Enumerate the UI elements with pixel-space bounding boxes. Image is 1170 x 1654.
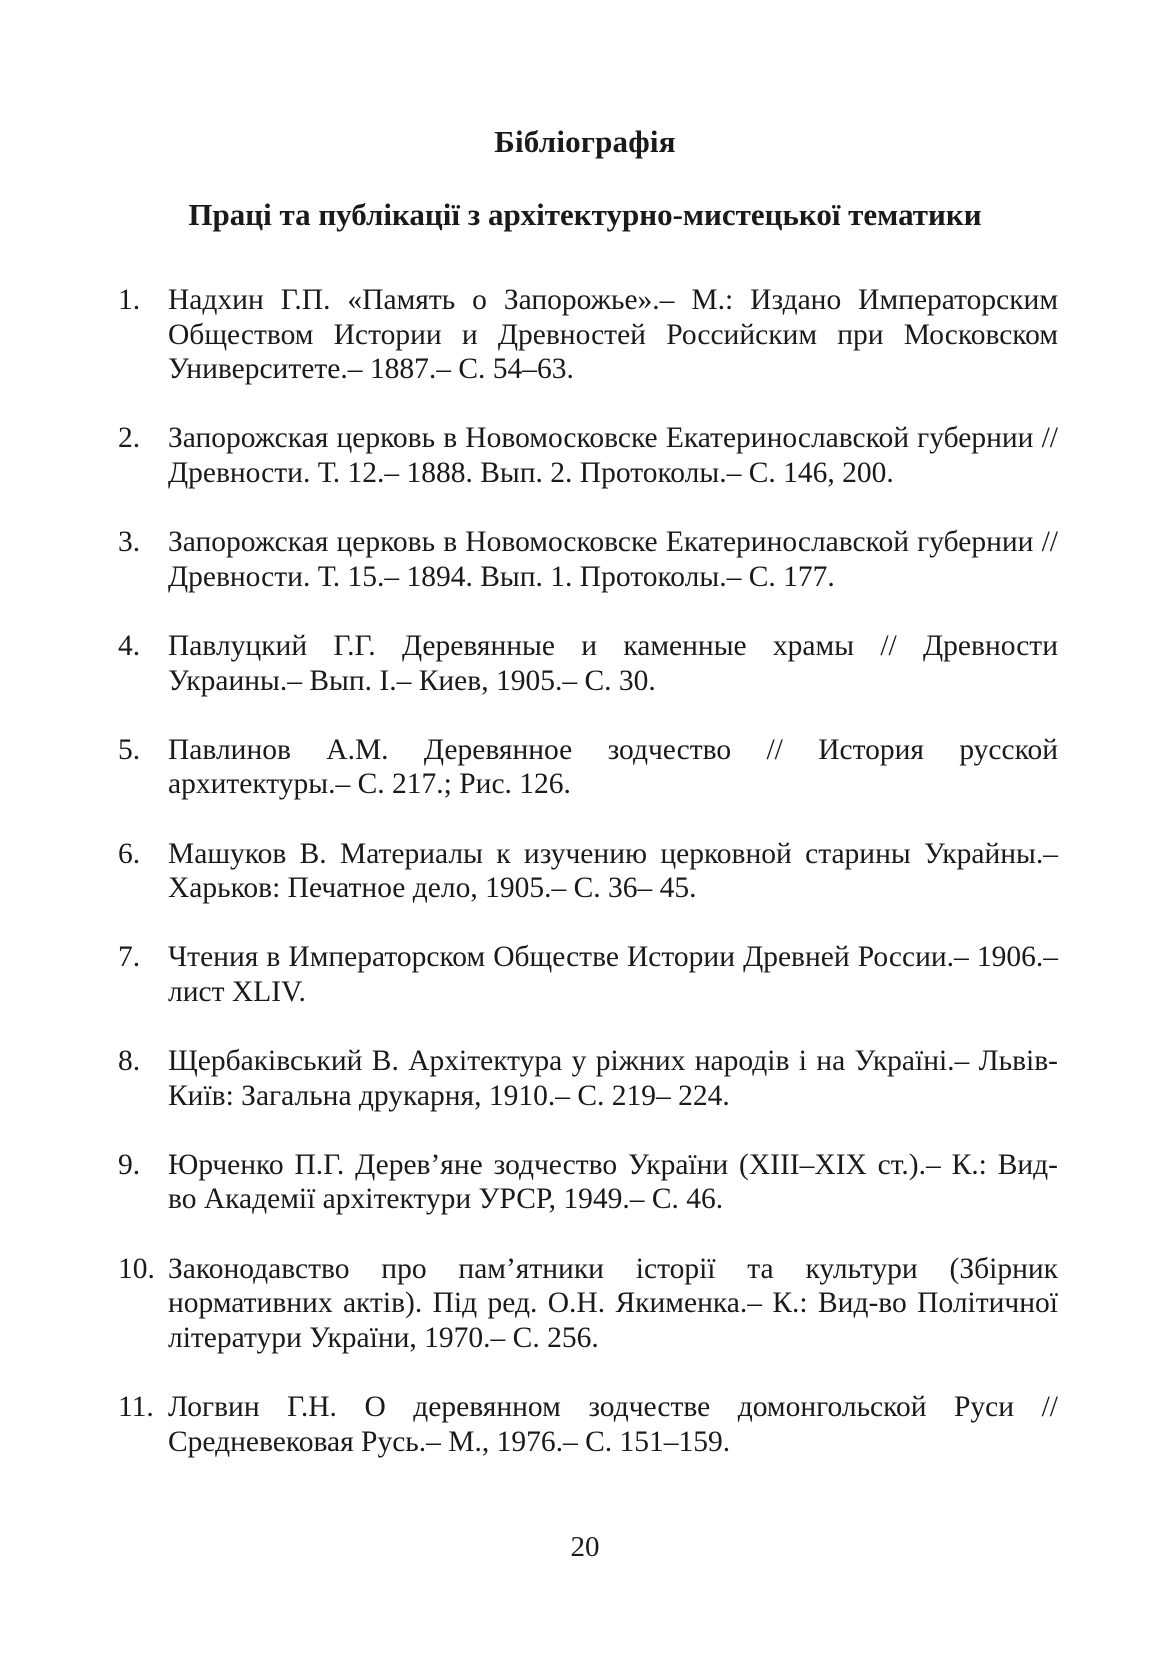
entry-text: Щербаківський В. Архітектура у ріжних народів і на Україні.– Львів-Київ: Загальна друкарня, 1910.– С. 219– 224.	[168, 1045, 1058, 1112]
entry-text: Надхин Г.П. «Память о Запорожье».– М.: Издано Императорским Обществом Истории и Древностей Российским при Московском Университете.– 1887.– С. 54–63.	[168, 284, 1058, 386]
entry-number: 2.	[118, 422, 141, 455]
bibliography-entry	[118, 1390, 1058, 1459]
bibliography-entry	[118, 1148, 1058, 1217]
page-title: Бібліографія	[494, 124, 676, 159]
entry-number: 6.	[118, 837, 141, 870]
entry-number: 4.	[118, 629, 141, 662]
entry-number: 8.	[118, 1045, 141, 1078]
entry-text: Законодавство про пам’ятники історії та культури (Збірник нормативних актів). Під ред. О.Н. Якименка.– К.: Вид-во Політичної літератури України, 1970.– С. 256.	[168, 1252, 1058, 1354]
bibliography-list	[118, 283, 1058, 1494]
entry-text: Машуков В. Материалы к изучению церковной старины Украйны.– Харьков: Печатное дело, 1905.– С. 36– 45.	[168, 837, 1058, 905]
bibliography-entry	[118, 1252, 1058, 1356]
entry-text: Запорожская церковь в Новомосковске Екатеринославской губернии // Древности. Т. 15.– 1894. Вып. 1. Протоколы.– С. 177.	[168, 526, 1058, 593]
bibliography-entry	[118, 1044, 1058, 1113]
bibliography-entry	[118, 940, 1058, 1009]
entry-number: 1.	[118, 284, 141, 316]
bibliography-entry	[118, 421, 1058, 490]
page-number: 20	[570, 1531, 600, 1563]
entry-number: 5.	[118, 733, 141, 766]
entry-text: Логвин Г.Н. О деревянном зодчестве домонгольской Руси // Средневековая Русь.– М., 1976.– С. 151–159.	[168, 1391, 1058, 1458]
bibliography-entry	[118, 283, 1058, 387]
section-heading: Праці та публікації з архітектурно-мистецької тематики	[188, 197, 982, 232]
bibliography-entry	[118, 733, 1058, 802]
entry-number: 10.	[118, 1252, 155, 1285]
entry-text: Запорожская церковь в Новомосковске Екатеринославской губернии // Древности. Т. 12.– 1888. Вып. 2. Протоколы.– С. 146, 200.	[168, 422, 1058, 489]
entry-number: 3.	[118, 526, 141, 559]
entry-text: Павлинов А.М. Деревянное зодчество // История русской архитектуры.– С. 217.; Рис. 126.	[168, 733, 1058, 801]
entry-text: Павлуцкий Г.Г. Деревянные и каменные храмы // Древности Украины.– Вып. І.– Киев, 1905.– С. 30.	[168, 629, 1058, 697]
bibliography-entry	[118, 525, 1058, 594]
entry-number: 11.	[118, 1391, 154, 1423]
entry-number: 9.	[118, 1148, 141, 1181]
bibliography-entry	[118, 629, 1058, 698]
bibliography-entry	[118, 837, 1058, 906]
entry-number: 7.	[118, 941, 141, 974]
entry-text: Чтения в Императорском Обществе Истории Древней России.– 1906.– лист XLIV.	[168, 941, 1058, 1008]
entry-text: Юрченко П.Г. Дерев’яне зодчество України (XIII–XIX ст.).– К.: Вид-во Академії архітектури УРСР, 1949.– С. 46.	[168, 1148, 1058, 1216]
